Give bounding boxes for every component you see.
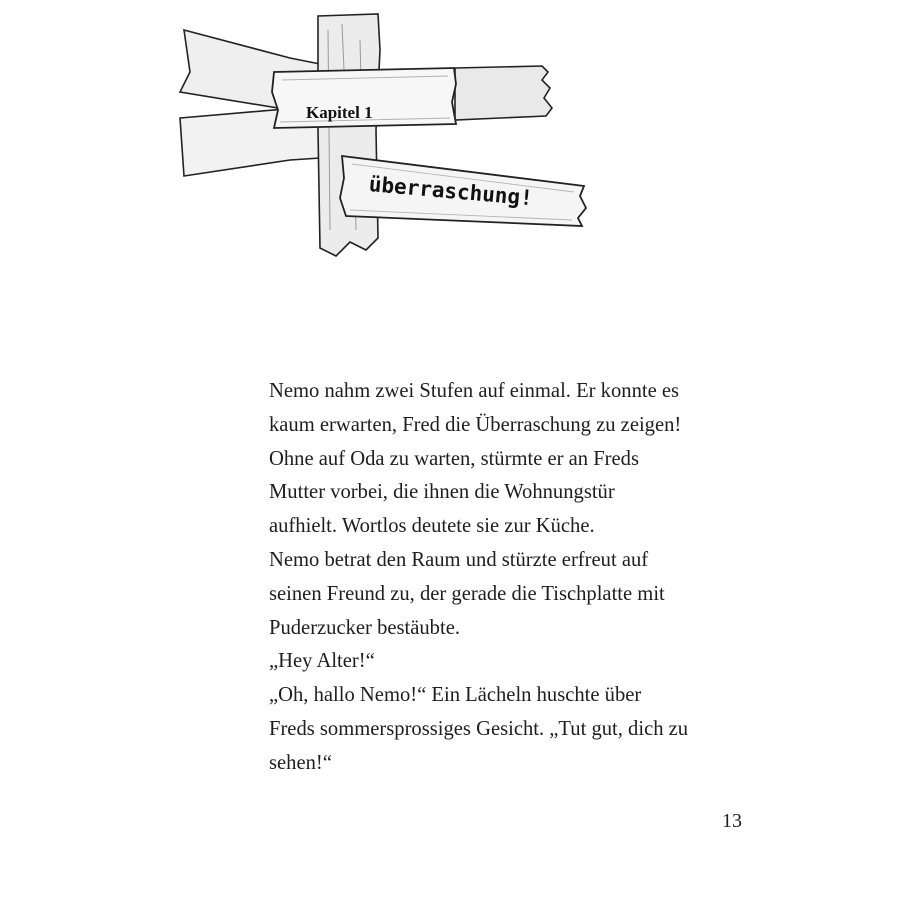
text-line: Mutter vorbei, die ihnen die Wohnungstür — [269, 481, 615, 504]
page-number: 13 — [722, 810, 742, 832]
text-line: Freds sommersprossiges Gesicht. „Tut gut, dich zu — [269, 717, 689, 740]
text-line: seinen Freund zu, der gerade die Tischplatte mit — [269, 582, 665, 605]
text-line: „Hey Alter!“ — [269, 650, 375, 673]
chapter-title: überraschung! — [367, 172, 534, 211]
text-line: „Oh, hallo Nemo!“ Ein Lächeln huschte über — [269, 684, 642, 707]
text-line: sehen!“ — [269, 751, 332, 774]
chapter-body-text — [269, 375, 769, 781]
plank-right — [455, 66, 552, 120]
chapter-signpost-illustration — [170, 10, 610, 270]
text-line: aufhielt. Wortlos deutete sie zur Küche. — [269, 515, 595, 538]
text-line: kaum erwarten, Fred die Überraschung zu zeigen! — [269, 413, 682, 436]
text-line: Ohne auf Oda zu warten, stürmte er an Freds — [269, 447, 639, 470]
signpost-pole — [318, 14, 380, 256]
text-line: Puderzucker bestäubte. — [269, 616, 460, 639]
text-line: Nemo nahm zwei Stufen auf einmal. Er konnte es — [269, 380, 680, 402]
signpost-drawing — [170, 10, 610, 270]
text-line: Nemo betrat den Raum und stürzte erfreut auf — [269, 548, 649, 571]
chapter-label: Kapitel 1 — [306, 103, 373, 122]
